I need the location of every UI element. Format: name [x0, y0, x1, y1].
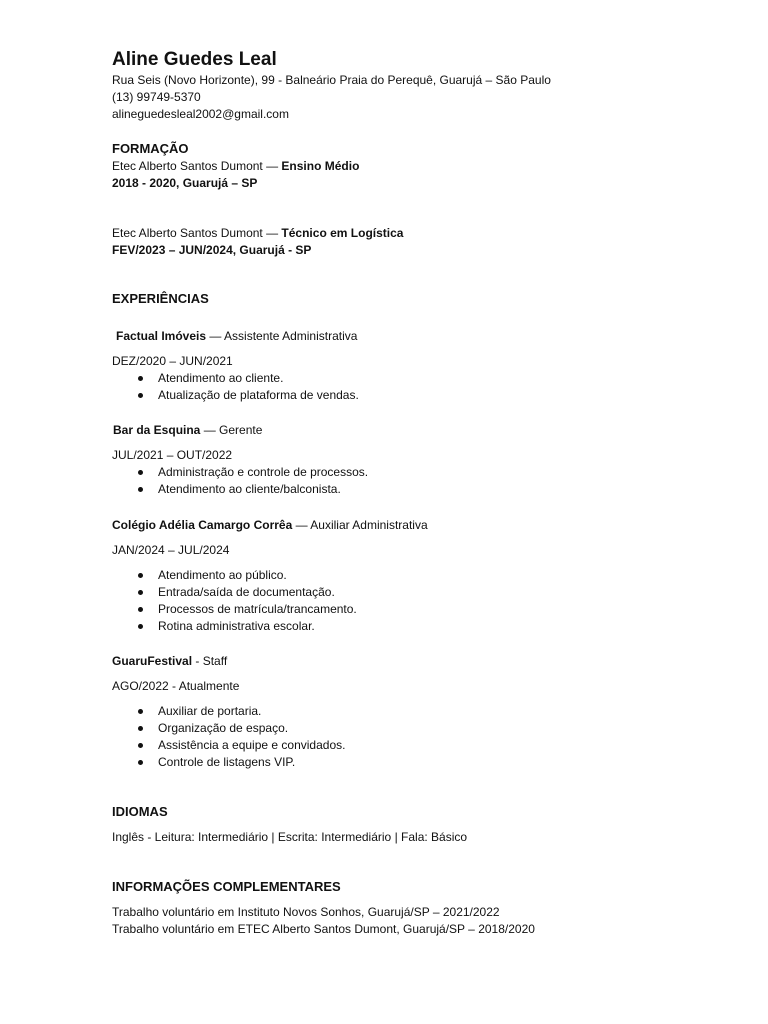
- list-item: Assistência a equipe e convidados.: [112, 737, 728, 754]
- languages-text: Inglês - Leitura: Intermediário | Escrita: Intermediário | Fala: Básico: [112, 830, 468, 844]
- section-title-formacao: FORMAÇÃO: [112, 141, 189, 156]
- contact-header: [112, 48, 728, 123]
- experience-entry: [112, 653, 728, 771]
- experience-bullets: [112, 567, 728, 635]
- complementary-section: [112, 878, 728, 938]
- section-title-idiomas: IDIOMAS: [112, 804, 168, 819]
- list-item: Administração e controle de processos.: [112, 464, 728, 481]
- experience-entry: [112, 422, 728, 498]
- list-item: Atualização de plataforma de vendas.: [112, 387, 728, 404]
- experience-title: [112, 517, 728, 534]
- school-name: Etec Alberto Santos Dumont —: [112, 159, 282, 173]
- experience-title: [112, 422, 728, 439]
- education-section: [112, 140, 728, 192]
- education-period: FEV/2023 – JUN/2024, Guarujá - SP: [112, 243, 312, 257]
- experience-entry: [112, 328, 728, 404]
- list-item: Entrada/saída de documentação.: [112, 584, 728, 601]
- candidate-name: Aline Guedes Leal: [112, 49, 277, 70]
- experience-title: [112, 328, 728, 345]
- job-role: — Auxiliar Administrativa: [292, 518, 428, 532]
- company-name: Bar da Esquina: [113, 423, 201, 437]
- list-item: Processos de matrícula/trancamento.: [112, 601, 728, 618]
- experience-period: DEZ/2020 – JUN/2021: [112, 354, 233, 368]
- address: Rua Seis (Novo Horizonte), 99 - Balneário Praia do Perequê, Guarujá – São Paulo: [112, 73, 551, 87]
- course-name: Ensino Médio: [281, 159, 360, 173]
- education-period: 2018 - 2020, Guarujá – SP: [112, 176, 258, 190]
- experience-entry: [112, 517, 728, 635]
- company-name: Factual Imóveis: [116, 329, 207, 343]
- list-item: Controle de listagens VIP.: [112, 754, 728, 771]
- job-role: — Gerente: [200, 423, 263, 437]
- education-entry: [112, 225, 728, 259]
- experience-period: JAN/2024 – JUL/2024: [112, 543, 230, 557]
- job-role: - Staff: [192, 654, 228, 668]
- complementary-line: Trabalho voluntário em Instituto Novos Sonhos, Guarujá/SP – 2021/2022: [112, 905, 500, 919]
- company-name: Colégio Adélia Camargo Corrêa: [112, 518, 293, 532]
- languages-section: [112, 803, 728, 846]
- section-title: EXPERIÊNCIAS: [112, 291, 209, 306]
- job-role: — Assistente Administrativa: [206, 329, 358, 343]
- experience-title: [112, 653, 728, 670]
- complementary-line: Trabalho voluntário em ETEC Alberto Santos Dumont, Guarujá/SP – 2018/2020: [112, 922, 535, 936]
- school-name: Etec Alberto Santos Dumont —: [112, 226, 282, 240]
- list-item: Auxiliar de portaria.: [112, 703, 728, 720]
- experience-bullets: [112, 370, 728, 404]
- course-name: Técnico em Logística: [281, 226, 404, 240]
- experience-period: JUL/2021 – OUT/2022: [112, 448, 233, 462]
- experience-period: AGO/2022 - Atualmente: [112, 679, 240, 693]
- experience-bullets: [112, 703, 728, 771]
- experience-bullets: [112, 464, 728, 498]
- list-item: Rotina administrativa escolar.: [112, 618, 728, 635]
- list-item: Atendimento ao público.: [112, 567, 728, 584]
- section-title-experiencias: [112, 290, 728, 308]
- company-name: GuaruFestival: [112, 654, 193, 668]
- education-entry-title: [112, 158, 728, 175]
- list-item: Organização de espaço.: [112, 720, 728, 737]
- list-item: Atendimento ao cliente/balconista.: [112, 481, 728, 498]
- education-entry-title: [112, 225, 728, 242]
- list-item: Atendimento ao cliente.: [112, 370, 728, 387]
- email: alineguedesleal2002@gmail.com: [112, 107, 289, 121]
- section-title-complementares: INFORMAÇÕES COMPLEMENTARES: [112, 879, 341, 894]
- phone: (13) 99749-5370: [112, 90, 201, 104]
